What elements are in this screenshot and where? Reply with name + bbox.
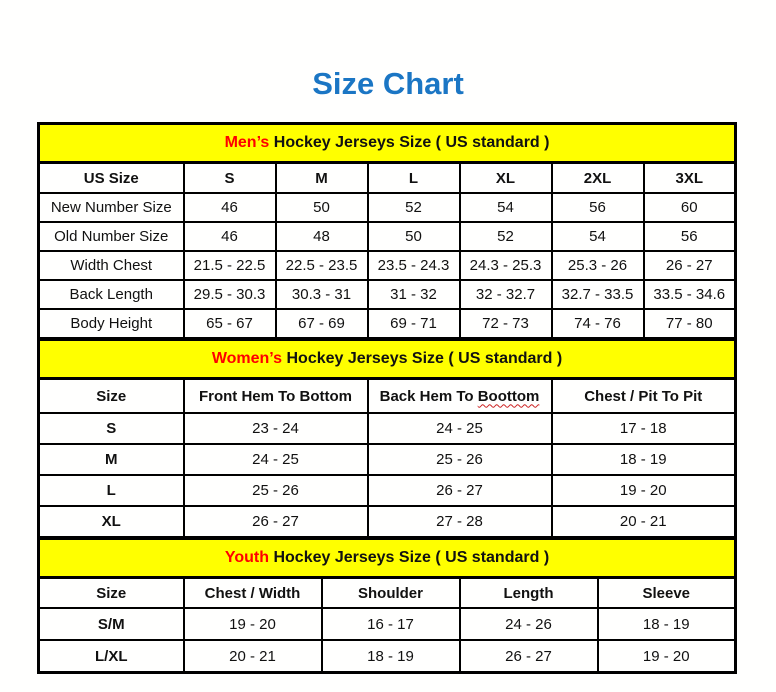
row-label: Body Height xyxy=(39,309,184,339)
size-value: 52 xyxy=(368,193,460,222)
column-header: 3XL xyxy=(644,163,736,194)
youth-banner-cell xyxy=(39,539,736,578)
size-value: 24 - 25 xyxy=(184,444,368,475)
womens-size-table xyxy=(37,338,737,539)
column-header: M xyxy=(276,163,368,194)
size-value: 22.5 - 23.5 xyxy=(276,251,368,280)
size-value: 18 - 19 xyxy=(322,640,460,673)
size-value: 19 - 20 xyxy=(598,640,736,673)
size-value: 52 xyxy=(460,222,552,251)
table-row xyxy=(39,413,736,444)
size-value: 19 - 20 xyxy=(184,608,322,640)
size-value: 26 - 27 xyxy=(644,251,736,280)
size-value: 25.3 - 26 xyxy=(552,251,644,280)
womens-header-row xyxy=(39,379,736,414)
size-value: 56 xyxy=(644,222,736,251)
size-value: 32 - 32.7 xyxy=(460,280,552,309)
table-row xyxy=(39,222,736,251)
column-header: S xyxy=(184,163,276,194)
column-header: 2XL xyxy=(552,163,644,194)
table-row xyxy=(39,444,736,475)
size-value: 24 - 26 xyxy=(460,608,598,640)
size-value: 25 - 26 xyxy=(368,444,552,475)
size-value: 17 - 18 xyxy=(552,413,736,444)
youth-banner-highlight: Youth xyxy=(224,549,270,566)
row-label: M xyxy=(39,444,184,475)
size-value: 74 - 76 xyxy=(552,309,644,339)
mens-table-banner xyxy=(39,124,736,163)
table-row xyxy=(39,608,736,640)
table-row xyxy=(39,640,736,673)
youth-size-table xyxy=(37,537,737,674)
size-value: 72 - 73 xyxy=(460,309,552,339)
size-value: 32.7 - 33.5 xyxy=(552,280,644,309)
row-label: S xyxy=(39,413,184,444)
size-value: 50 xyxy=(368,222,460,251)
table-row xyxy=(39,251,736,280)
back-hem-prefix: Back Hem To xyxy=(379,387,474,405)
size-value: 23.5 - 24.3 xyxy=(368,251,460,280)
mens-banner-highlight: Men’s xyxy=(224,134,270,151)
row-label: L xyxy=(39,475,184,506)
column-header: Chest / Pit To Pit xyxy=(552,379,736,414)
column-header: Size xyxy=(39,578,184,609)
size-value: 25 - 26 xyxy=(184,475,368,506)
mens-size-table xyxy=(37,122,737,340)
column-header: Sleeve xyxy=(598,578,736,609)
size-tables-container xyxy=(37,122,734,674)
size-value: 20 - 21 xyxy=(552,506,736,538)
table-row xyxy=(39,506,736,538)
column-header: Size xyxy=(39,379,184,414)
size-value: 16 - 17 xyxy=(322,608,460,640)
mens-banner-cell xyxy=(39,124,736,163)
size-value: 19 - 20 xyxy=(552,475,736,506)
size-value: 77 - 80 xyxy=(644,309,736,339)
mens-banner-text: Hockey Jerseys Size ( US standard ) xyxy=(273,134,550,151)
table-row xyxy=(39,475,736,506)
size-value: 20 - 21 xyxy=(184,640,322,673)
size-value: 56 xyxy=(552,193,644,222)
size-value: 33.5 - 34.6 xyxy=(644,280,736,309)
size-value: 65 - 67 xyxy=(184,309,276,339)
womens-banner-text: Hockey Jerseys Size ( US standard ) xyxy=(286,350,563,367)
size-value: 54 xyxy=(552,222,644,251)
table-row xyxy=(39,193,736,222)
size-value: 23 - 24 xyxy=(184,413,368,444)
size-value: 46 xyxy=(184,193,276,222)
column-header: L xyxy=(368,163,460,194)
size-value: 69 - 71 xyxy=(368,309,460,339)
size-value: 46 xyxy=(184,222,276,251)
column-header: Front Hem To Bottom xyxy=(184,379,368,414)
column-header-misspelled xyxy=(368,379,552,414)
row-label: L/XL xyxy=(39,640,184,673)
size-value: 50 xyxy=(276,193,368,222)
row-label: Old Number Size xyxy=(39,222,184,251)
size-value: 18 - 19 xyxy=(552,444,736,475)
size-value: 27 - 28 xyxy=(368,506,552,538)
size-value: 48 xyxy=(276,222,368,251)
row-label: XL xyxy=(39,506,184,538)
back-hem-misspelled-word: Boottom xyxy=(477,387,540,405)
mens-header-row xyxy=(39,163,736,194)
size-value: 54 xyxy=(460,193,552,222)
row-label: New Number Size xyxy=(39,193,184,222)
size-value: 21.5 - 22.5 xyxy=(184,251,276,280)
youth-banner-text: Hockey Jerseys Size ( US standard ) xyxy=(273,549,550,566)
womens-table-banner xyxy=(39,340,736,379)
row-label: S/M xyxy=(39,608,184,640)
size-value: 26 - 27 xyxy=(460,640,598,673)
column-header: Chest / Width xyxy=(184,578,322,609)
column-header: Length xyxy=(460,578,598,609)
row-label: Width Chest xyxy=(39,251,184,280)
size-value: 18 - 19 xyxy=(598,608,736,640)
size-value: 29.5 - 30.3 xyxy=(184,280,276,309)
size-value: 60 xyxy=(644,193,736,222)
table-row xyxy=(39,309,736,339)
youth-table-banner xyxy=(39,539,736,578)
page-title: Size Chart xyxy=(312,66,464,101)
size-value: 26 - 27 xyxy=(184,506,368,538)
column-header: US Size xyxy=(39,163,184,194)
size-value: 30.3 - 31 xyxy=(276,280,368,309)
size-value: 67 - 69 xyxy=(276,309,368,339)
column-header: Shoulder xyxy=(322,578,460,609)
table-row xyxy=(39,280,736,309)
column-header: XL xyxy=(460,163,552,194)
row-label: Back Length xyxy=(39,280,184,309)
size-value: 31 - 32 xyxy=(368,280,460,309)
size-value: 24 - 25 xyxy=(368,413,552,444)
womens-banner-highlight: Women’s xyxy=(211,350,283,367)
size-value: 26 - 27 xyxy=(368,475,552,506)
youth-header-row xyxy=(39,578,736,609)
womens-banner-cell xyxy=(39,340,736,379)
size-value: 24.3 - 25.3 xyxy=(460,251,552,280)
